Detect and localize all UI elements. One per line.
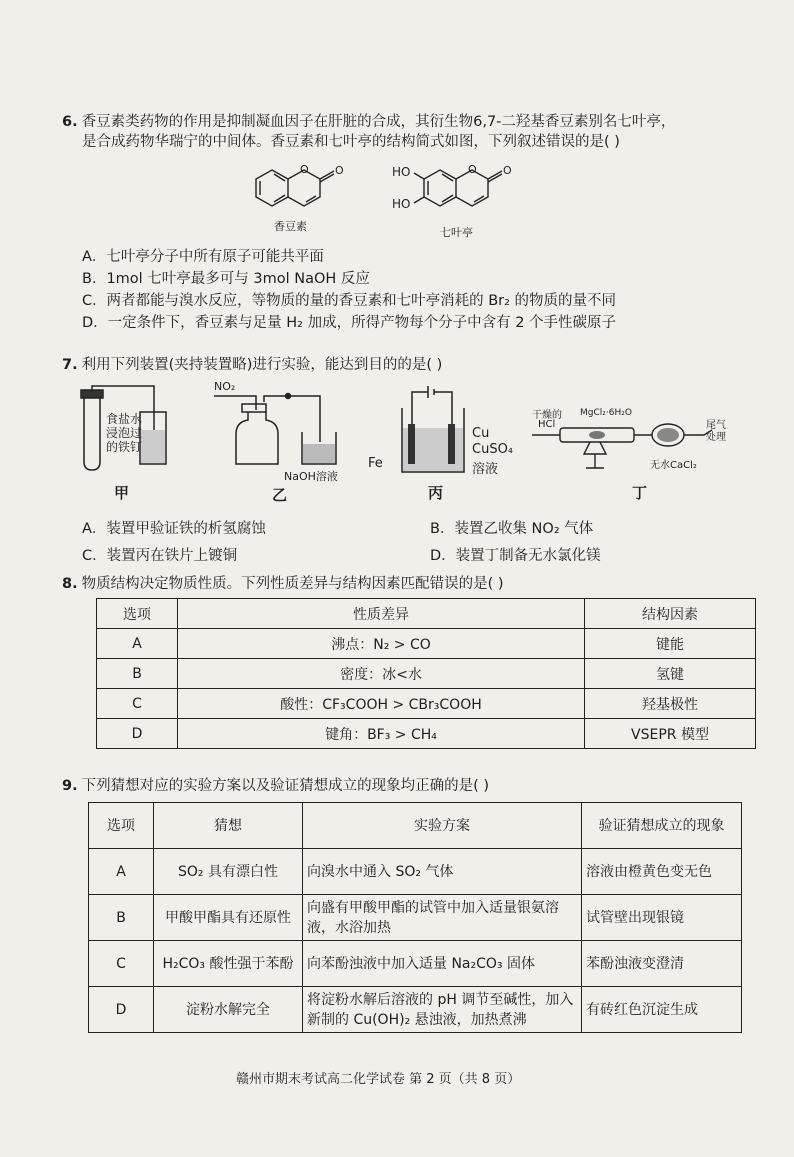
q6-option-d: D．一定条件下，香豆素与足量 H₂ 加成，所得产物每个分子中含有 2 个手性碳原子 (82, 315, 617, 331)
q9-cell-plan: 向苯酚浊液中加入适量 Na₂CO₃ 固体 (303, 941, 582, 987)
table-row (97, 659, 756, 689)
bing-cu: Cu (472, 426, 490, 441)
q7-option-a: A．装置甲验证铁的析氢腐蚀 (82, 521, 266, 537)
esculetin-ring-o: O (468, 163, 477, 176)
q9-number: 9. (62, 778, 78, 794)
q8-cell-factor: VSEPR 模型 (585, 719, 756, 749)
bing-fe: Fe (368, 456, 383, 471)
q9-cell-phenomenon: 溶液由橙黄色变无色 (582, 849, 742, 895)
q8-cell-property: 密度：冰<水 (178, 659, 585, 689)
ding-salt: MgCl₂·6H₂O (580, 408, 632, 418)
coumarin-carbonyl-o: O (335, 164, 344, 177)
q8-cell-factor: 键能 (585, 629, 756, 659)
coumarin-drawing (250, 158, 360, 218)
q9-cell-hypothesis: SO₂ 具有漂白性 (154, 849, 303, 895)
q8-cell-option: A (97, 629, 178, 659)
q6-line2: 是合成药物华瑞宁的中间体。香豆素和七叶亭的结构简式如图，下列叙述错误的是( ) (82, 134, 620, 150)
q9-table (88, 802, 742, 1033)
q7-stem-text: 利用下列装置(夹持装置略)进行实验，能达到目的的是( ) (81, 357, 443, 373)
q9-stem-text: 下列猜想对应的实验方案以及验证猜想成立的现象均正确的是( ) (81, 778, 490, 794)
jia-text-2: 浸泡过 (106, 426, 143, 440)
q9-header-hypothesis: 猜想 (154, 803, 303, 849)
q7-option-d: D．装置丁制备无水氯化镁 (430, 548, 601, 564)
esculetin-drawing (392, 158, 532, 218)
q9-cell-hypothesis: H₂CO₃ 酸性强于苯酚 (154, 941, 303, 987)
q7-option-b: B．装置乙收集 NO₂ 气体 (430, 521, 594, 537)
q6-line1: 香豆素类药物的作用是抑制凝血因子在肝脏的合成，其衍生物6,7-二羟基香豆素别名七叶亭， (81, 114, 676, 130)
q7-number: 7. (62, 357, 78, 373)
ho-bottom: HO (392, 197, 411, 211)
apparatus-yi (208, 380, 358, 504)
q8-header-option: 选项 (97, 599, 178, 629)
esculetin-structure (392, 158, 532, 239)
q8-stem-text: 物质结构决定物质性质。下列性质差异与结构因素匹配错误的是( ) (81, 576, 504, 592)
q9-cell-plan: 向盛有甲酸甲酯的试管中加入适量银氨溶液，水浴加热 (303, 895, 582, 941)
table-row (89, 803, 742, 849)
coumarin-label: 香豆素 (274, 220, 307, 233)
q8-cell-property: 键角：BF₃ > CH₄ (178, 719, 585, 749)
q9-cell-option: A (89, 849, 154, 895)
yi-solution: NaOH溶液 (284, 470, 338, 483)
esculetin-carbonyl-o: O (503, 164, 512, 177)
apparatus-yi-drawing (208, 380, 348, 470)
table-row (97, 629, 756, 659)
table-row (89, 987, 742, 1033)
table-row (97, 719, 756, 749)
table-row (89, 895, 742, 941)
q6-number: 6. (62, 114, 78, 130)
yi-gas: NO₂ (214, 380, 236, 393)
ding-tail-2: 处理 (706, 432, 726, 443)
q9-cell-hypothesis: 甲酸甲酯具有还原性 (154, 895, 303, 941)
q6-option-c: C．两者都能与溴水反应，等物质的量的香豆素和七叶亭消耗的 Br₂ 的物质的量不同 (82, 293, 617, 309)
bing-solution: 溶液 (472, 462, 499, 477)
ding-tail-1: 尾气 (706, 420, 726, 431)
q7-stem (62, 355, 782, 375)
coumarin-ring-o: O (300, 163, 309, 176)
q8-cell-option: D (97, 719, 178, 749)
q9-cell-option: D (89, 987, 154, 1033)
q7-option-c: C．装置丙在铁片上镀铜 (82, 548, 238, 564)
q9-cell-phenomenon: 试管壁出现银镜 (582, 895, 742, 941)
q9-cell-plan: 向溴水中通入 SO₂ 气体 (303, 849, 582, 895)
q8-cell-property: 沸点：N₂ > CO (178, 629, 585, 659)
jia-label: 甲 (114, 484, 130, 502)
q8-header-property: 性质差异 (178, 599, 585, 629)
ding-label: 丁 (632, 484, 648, 502)
q9-cell-option: B (89, 895, 154, 941)
q9-cell-hypothesis: 淀粉水解完全 (154, 987, 303, 1033)
q8-cell-factor: 羟基极性 (585, 689, 756, 719)
ding-hcl: HCl (538, 419, 556, 430)
q8-table (96, 598, 756, 749)
q9-stem (62, 776, 782, 796)
apparatus-jia (74, 384, 184, 504)
q8-stem (62, 574, 782, 594)
table-row (97, 689, 756, 719)
q8-header-factor: 结构因素 (585, 599, 756, 629)
apparatus-bing-drawing (368, 378, 528, 478)
jia-text-1: 食盐水 (106, 412, 143, 426)
jia-text-3: 的铁钉 (106, 440, 143, 454)
q9-cell-plan: 将淀粉水解后溶液的 pH 调节至碱性，加入新制的 Cu(OH)₂ 悬浊液，加热煮沸 (303, 987, 582, 1033)
q6-stem (62, 112, 782, 152)
apparatus-bing (368, 378, 528, 504)
q6-options (82, 246, 782, 334)
q9-header-option: 选项 (89, 803, 154, 849)
q6-option-a: A．七叶亭分子中所有原子可能共平面 (82, 249, 324, 265)
yi-label: 乙 (272, 486, 288, 504)
q9-cell-phenomenon: 苯酚浊液变澄清 (582, 941, 742, 987)
q8-cell-option: B (97, 659, 178, 689)
q8-number: 8. (62, 576, 78, 592)
table-row (89, 849, 742, 895)
q8-cell-factor: 氢键 (585, 659, 756, 689)
q8-cell-option: C (97, 689, 178, 719)
table-row (89, 941, 742, 987)
page-footer: 赣州市期末考试高二化学试卷 第 2 页（共 8 页） (236, 1072, 521, 1087)
bing-label: 丙 (428, 484, 444, 502)
esculetin-label: 七叶亭 (440, 226, 473, 239)
coumarin-structure (250, 158, 360, 233)
q6-option-b: B．1mol 七叶亭最多可与 3mol NaOH 反应 (82, 271, 370, 287)
ding-dry: 干燥的 (532, 410, 562, 421)
q8-cell-property: 酸性：CF₃COOH > CBr₃COOH (178, 689, 585, 719)
bing-cuso4: CuSO₄ (472, 442, 514, 457)
q9-header-phenomenon: 验证猜想成立的现象 (582, 803, 742, 849)
q9-header-plan: 实验方案 (303, 803, 582, 849)
apparatus-ding (532, 402, 728, 504)
table-row (97, 599, 756, 629)
ding-anhydrous: 无水CaCl₂ (650, 460, 697, 471)
q9-cell-option: C (89, 941, 154, 987)
q9-cell-phenomenon: 有砖红色沉淀生成 (582, 987, 742, 1033)
ho-top: HO (392, 165, 411, 179)
